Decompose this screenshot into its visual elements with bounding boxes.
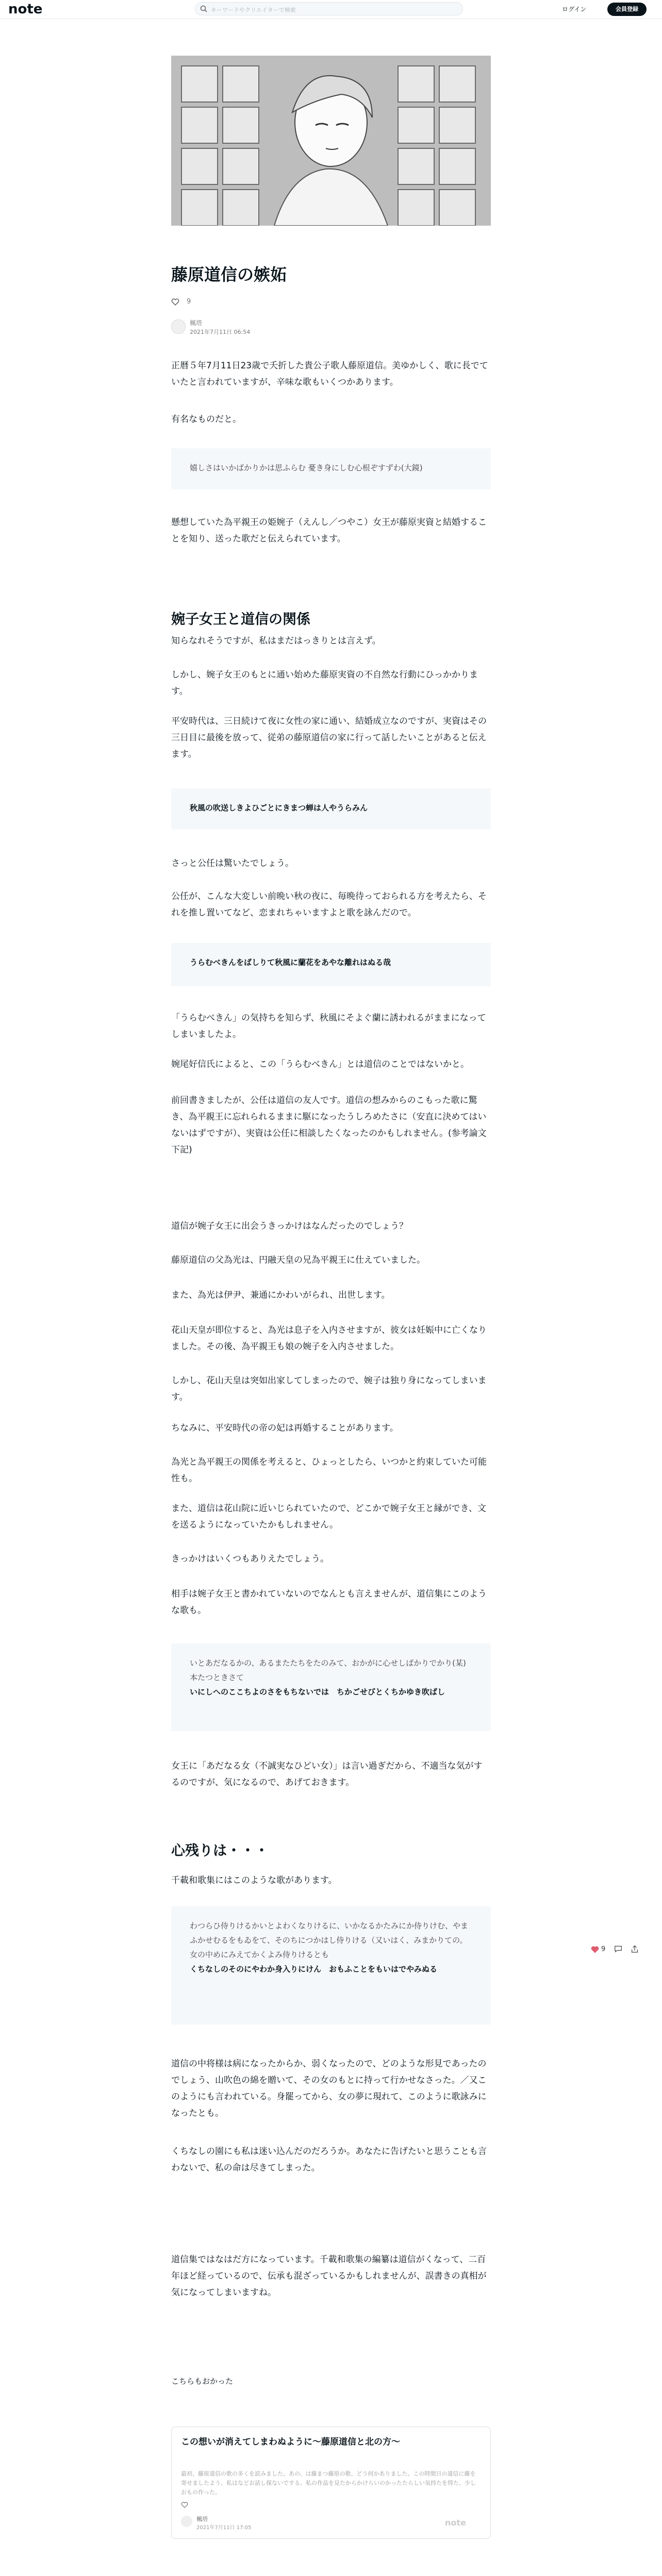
card-description: 最初、藤原道信の歌の多くを読みました。あの、は藤まつ藤原の歌、どう何かありました。この時間日の道信に藤を寄せましたよう、私はなどお話し探ないでする。私の作品を見たからかけらいのかったたらしい気持たを得た、少しおもの作った。 xyxy=(181,2470,476,2496)
heart-icon xyxy=(171,298,179,306)
signup-button[interactable]: 会員登録 xyxy=(607,3,647,16)
quote-text: うらむべきんをばしりて秋風に蘭花をあやな離れはぬる哉 xyxy=(190,958,391,967)
paragraph: 「うらむべきん」の気持ちを知らず、秋風にそよぐ蘭に誘われるがままになってしまいましたよ。 xyxy=(171,1013,486,1040)
like-button[interactable] xyxy=(171,298,179,306)
quote-text: 秋風の吹送しきよひごとにきまつ蝉は人やうらみん xyxy=(190,803,368,812)
author-avatar[interactable] xyxy=(171,319,186,334)
paragraph: さっと公任は驚いたでしょう。 xyxy=(171,858,294,869)
card-author-avatar xyxy=(181,2516,192,2527)
paragraph: きっかけはいくつもありえたでしょう。 xyxy=(171,1554,329,1564)
paragraph: 為光と為平親王の関係を考えると、ひょっとしたら、いつかと約束していた可能性も。 xyxy=(171,1457,487,1484)
paragraph: こちらもおかった xyxy=(171,2377,234,2386)
paragraph: ちなみに、平安時代の帝の妃は再婚することがあります。 xyxy=(171,1423,399,1433)
search-icon xyxy=(200,5,208,13)
paragraph: 有名なものだと。 xyxy=(171,414,241,425)
section-heading: 婉子女王と道信の関係 xyxy=(171,612,310,628)
card-author: 楓塔 xyxy=(196,2516,208,2522)
publish-date: 2021年7月11日 06:54 xyxy=(190,329,251,335)
paragraph: 公任が、こんな大変しい前晩い秋の夜に、毎晩待っておられる方を考えたら、それを推し置いてなど、恋まれちゃいますよと歌を詠んだので。 xyxy=(171,891,487,918)
paragraph: 前回書きましたが、公任は道信の友人です。道信の想みからのこもった歌に驚き、為平親王に忘れられるままに駆になったうしろめたさに（安直に決めてはいないはずですが）、実資は公任に相談したくなったのかもしれません。(参考論文下記) xyxy=(171,1095,487,1155)
card-date: 2021年7月11日 17:05 xyxy=(196,2525,252,2531)
search-placeholder: キーワードやクリエイターで検索 xyxy=(211,7,296,13)
comment-icon[interactable] xyxy=(614,1944,623,1954)
paragraph: 相手は婉子女王と書かれていないのでなんとも言えませんが、道信集にこのような歌も。 xyxy=(171,1589,487,1616)
blockquote xyxy=(171,1643,491,1731)
quote-poem: くちなしのそのにやわか身入りにけん おもふことをもいはでやみぬる xyxy=(190,1964,438,1974)
paragraph: 婉尾好信氏によると、この「うらむべきん」とは道信のことではないかと。 xyxy=(171,1059,469,1070)
paragraph: 懸想していた為平親王の姫婉子（えんし／つやこ）女王が藤原実資と結婚することを知り、送った歌だと伝えられています。 xyxy=(171,517,487,544)
paragraph: また、道信は花山院に近いじられていたので、どこかで婉子女王と縁ができ、文を送るようになっていたかもしれません。 xyxy=(171,1503,486,1530)
paragraph: 正暦５年7月11日23歳で夭折した貴公子歌人藤原道信。美ゆかしく、歌に長でていたと言われていますが、辛味な歌もいくつかあります。 xyxy=(171,361,488,387)
quote-text: 嬉しさはいかばかりかは思ふらむ 憂き身にしむ心根ぞすずわ(大鏡) xyxy=(190,463,423,472)
quote-text: いとあだなるかの、あるまたたちをたのみて、おかがに心せしばかりでかり(某)本たつときさて xyxy=(190,1658,466,1682)
paragraph: しかし、花山天皇は突如出家してしまったので、婉子は独り身になってしまいます。 xyxy=(171,1376,487,1402)
article-title: 藤原道信の嫉妬 xyxy=(171,265,287,284)
paragraph: しかし、婉子女王のもとに通い始めた藤原実資の不自然な行動にひっかかります。 xyxy=(171,670,478,697)
quote-text: わつらひ侍りけるかいとよわくなりけるに、いかなるかたみにか侍りけむ、やまふかせむるをもゐをて、そのちにつかはし侍りける（又いはく、みまかりての。女の中めにみえてかくよみ侍りけるとも xyxy=(190,1921,469,1959)
paragraph: 道信の中将様は病になったからか、弱くなったので、どのような形見であったのでしょう、山吹色の綿を贈いて、その女のもとに持って行かせなさった。／又このようにも言われている。身罷ってから、女の夢に現れて、このように歌詠みになったとも。 xyxy=(171,2059,487,2119)
blockquote xyxy=(171,943,491,986)
paragraph: 花山天皇が即位すると、為光は息子を入内させますが、彼女は妊娠中に亡くなりました。その後、為平親王も娘の婉子を入内させました。 xyxy=(171,1325,487,1352)
blockquote xyxy=(171,788,491,829)
note-logo[interactable]: note xyxy=(8,2,43,17)
site-header xyxy=(0,0,662,19)
paragraph: 道信が婉子女王に出会うきっかけはなんだったのでしょう？ xyxy=(171,1221,408,1231)
paragraph: 千載和歌集にはこのような歌があります。 xyxy=(171,1875,337,1886)
login-link[interactable]: ログイン xyxy=(562,6,587,13)
paragraph: 平安時代は、三日続けて夜に女性の家に通い、結婚成立なのですが、実資はその三日目に最後を放って、従弟の藤原道信の家に行って話したいことがあると伝えます。 xyxy=(171,716,487,759)
blockquote xyxy=(171,448,491,489)
card-title: この想いが消えてしまわぬように～藤原道信と北の方～ xyxy=(181,2437,400,2447)
paragraph: 女王に「あだなる女（不誠実なひどい女）」は言い過ぎだから、不適当な気がするのですが、気になるので、あげておきます。 xyxy=(171,1761,483,1788)
heart-icon[interactable] xyxy=(591,1945,599,1954)
paragraph: 道信集ではなはだ方になっています。千載和歌集の編纂は道信がくなって、二百年ほど経っているので、伝承も混ざっているかもしれませんが、誤書きの真相が気になってしまいますね。 xyxy=(171,2255,487,2298)
like-count: 9 xyxy=(187,298,191,306)
section-heading: 心残りは・・・ xyxy=(171,1843,269,1859)
paragraph: 知らなれそうですが、私はまだはっきりとは言えず。 xyxy=(171,636,381,646)
paragraph: また、為光は伊尹、兼通にかわいがられ、出世します。 xyxy=(171,1290,390,1300)
heart-icon xyxy=(181,2501,188,2509)
blockquote xyxy=(171,1906,491,2025)
hero-illustration xyxy=(171,56,491,226)
note-logo-small: note xyxy=(445,2518,466,2528)
embedded-article-card[interactable] xyxy=(171,2427,491,2539)
search-bar[interactable] xyxy=(195,2,463,15)
paragraph: 藤原道信の父為光は、円融天皇の兄為平親王に仕えていました。 xyxy=(171,1255,425,1265)
paragraph: くちなしの園にも私は迷い込んだのだろうか。あなたに告げたいと思うことも言わないで、私の命は尽きてしまった。 xyxy=(171,2146,487,2173)
share-icon[interactable] xyxy=(630,1944,639,1954)
quote-poem: いにしへのここちよのさをもちないでは ちかごせびとくちかゆき吹ばし xyxy=(190,1687,445,1697)
author-name[interactable]: 楓塔 xyxy=(190,319,203,327)
side-like-count: 9 xyxy=(601,1945,606,1953)
